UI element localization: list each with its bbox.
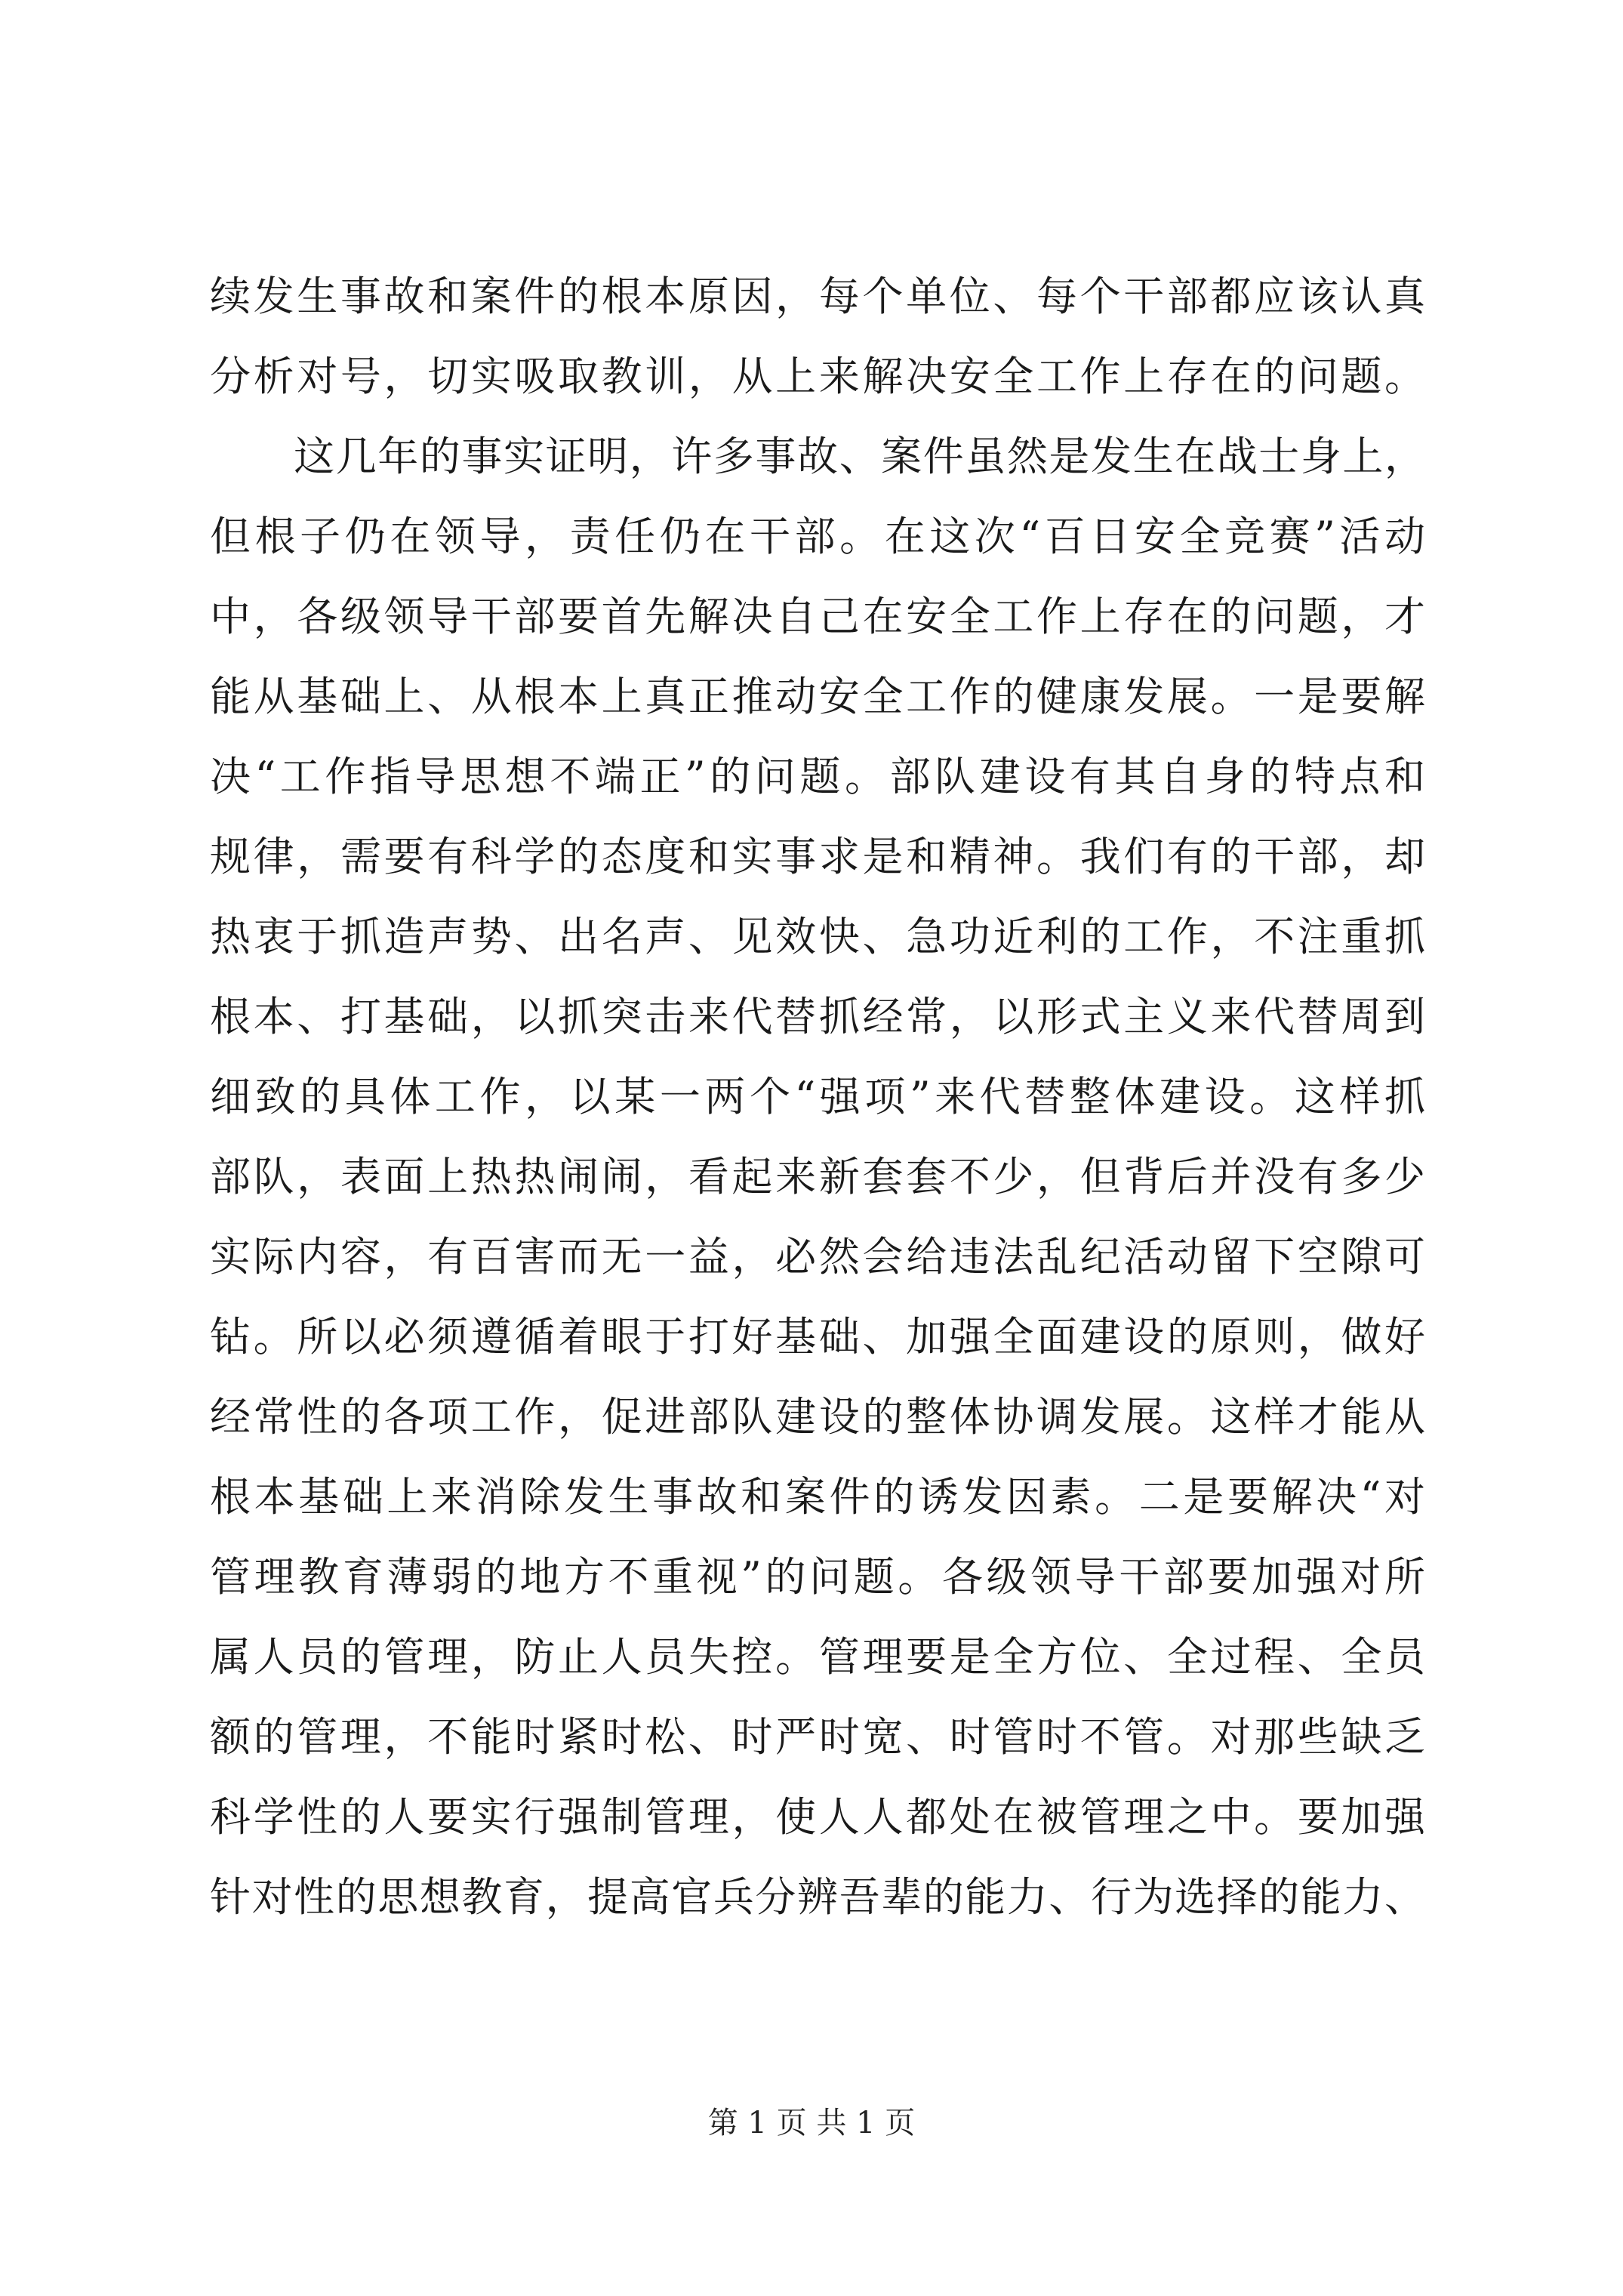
text-line: 中，各级领导干部要首先解决自己在安全工作上存在的问题，才: [210, 593, 1425, 640]
text-line: 规律，需要有科学的态度和实事求是和精神。我们有的干部，却: [210, 833, 1425, 880]
text-line: 管理教育薄弱的地方不重视”的问题。各级领导干部要加强对所: [210, 1553, 1425, 1601]
text-line: 这几年的事实证明，许多事故、案件虽然是发生在战士身上，: [210, 433, 1425, 480]
text-line: 科学性的人要实行强制管理，使人人都处在被管理之中。要加强: [210, 1793, 1425, 1841]
text-line: 决“工作指导思想不端正”的问题。部队建设有其自身的特点和: [210, 753, 1425, 800]
text-line: 部队，表面上热热闹闹，看起来新套套不少，但背后并没有多少: [210, 1153, 1425, 1200]
page-number-footer: 第 1 页 共 1 页: [707, 2106, 916, 2140]
text-line: 钻。所以必须遵循着眼于打好基础、加强全面建设的原则，做好: [210, 1313, 1425, 1361]
text-line: 但根子仍在领导，责任仍在干部。在这次“百日安全竞赛”活动: [210, 513, 1425, 560]
text-line: 续发生事故和案件的根本原因，每个单位、每个干部都应该认真: [210, 273, 1425, 320]
text-line: 细致的具体工作，以某一两个“强项”来代替整体建设。这样抓: [210, 1073, 1425, 1120]
text-line: 针对性的思想教育，提高官兵分辨吾辈的能力、行为选择的能力、: [210, 1873, 1425, 1921]
text-line: 根本、打基础，以抓突击来代替抓经常，以形式主义来代替周到: [210, 993, 1425, 1040]
text-line: 分析对号，切实吸取教训，从上来解决安全工作上存在的问题。: [210, 353, 1425, 400]
text-line: 属人员的管理，防止人员失控。管理要是全方位、全过程、全员: [210, 1633, 1425, 1681]
text-line: 额的管理，不能时紧时松、时严时宽、时管时不管。对那些缺乏: [210, 1713, 1425, 1761]
text-line: 实际内容，有百害而无一益，必然会给违法乱纪活动留下空隙可: [210, 1233, 1425, 1281]
text-line: 经常性的各项工作，促进部队建设的整体协调发展。这样才能从: [210, 1393, 1425, 1441]
text-line: 根本基础上来消除发生事故和案件的诱发因素。二是要解决“对: [210, 1473, 1425, 1521]
body-text: [210, 257, 1425, 1937]
text-line: 热衷于抓造声势、出名声、见效快、急功近利的工作，不注重抓: [210, 913, 1425, 960]
text-line: 能从基础上、从根本上真正推动安全工作的健康发展。一是要解: [210, 673, 1425, 720]
